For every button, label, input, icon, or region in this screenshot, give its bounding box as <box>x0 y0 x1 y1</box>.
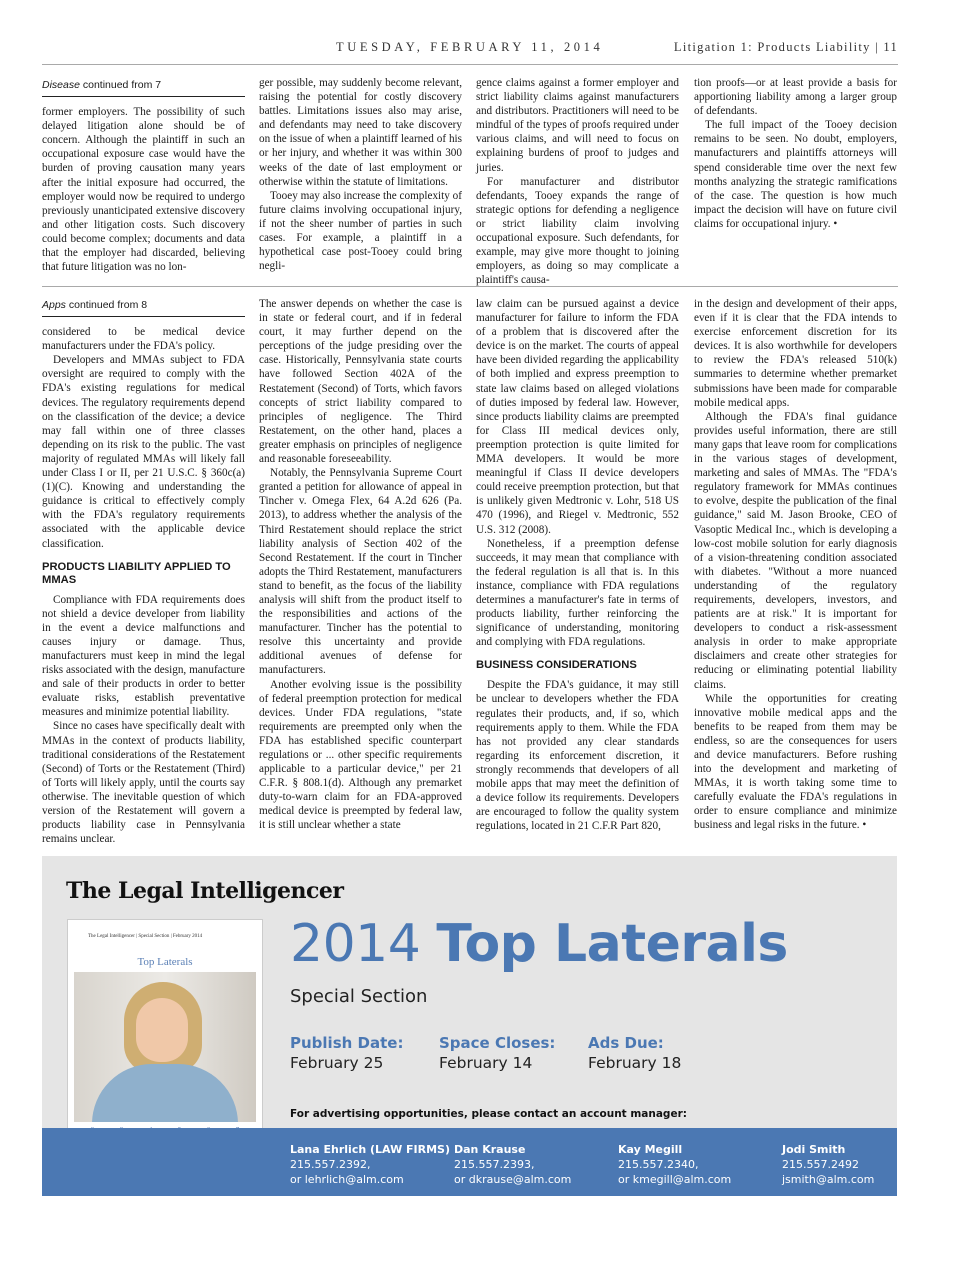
paragraph: ger possible, may suddenly become relevant, raising the potential for costly discovery battles. Limitations issues also may arise, and defendants may need to take discovery on the issue of when a plaintiff learned of his or her injury, and whether it was within 300 weeks of the date of last employment or otherwise within the statute of limitations. <box>259 77 462 188</box>
header-rule <box>42 64 898 65</box>
manager-jodi-smith: Jodi Smith 215.557.2492 jsmith@alm.com <box>782 1142 897 1187</box>
cover-photo <box>74 972 256 1122</box>
cover-title: Top Laterals <box>137 956 193 968</box>
paragraph: Tooey may also increase the complexity of future claims involving occupational injury, if not the sheer number of parties in such cases. For example, a plaintiff in a hypothetical case post-Tooey could bring negli- <box>259 189 462 273</box>
paragraph: The answer depends on whether the case is in state or federal court, and if in federal court, it may further depend on the perceptions of the judge presiding over the case. Historically, Pennsylvania state courts have followed Section 402A of the Restatement (Second) of Torts, which favors concepts of strict liability compared to principles of negligence. The Third Restatement, on the other hand, places a greater emphasis on principles of negligence and reasonable foreseeability. <box>259 298 462 466</box>
manager-kay-megill: Kay Megill 215.557.2340, or kmegill@alm.com <box>618 1142 782 1187</box>
paragraph: Nonetheless, if a preemption defense succeeds, it may mean that compliance with the federal regulation is all that is. In this instance, compliance with FDA regulations determines a manufacturer's fate in terms of products liability, further reinforcing the significance of understanding, monitoring and complying with FDA regulations. <box>476 537 679 649</box>
paragraph: Compliance with FDA requirements does not shield a device developer from liability in the event a device malfunctions and causes injury or damage. Thus, manufacturers must keep in mind the legal risks associated with the design, manufacture and sale of their products in order to better evaluate risks, establish preventative measures and minimize potential liability. <box>42 593 245 719</box>
manager-lana-ehrlich: Lana Ehrlich (LAW FIRMS) 215.557.2392, or lehrlich@alm.com <box>290 1142 454 1187</box>
email-link[interactable]: or lehrlich@alm.com <box>290 1173 404 1186</box>
paragraph: For manufacturer and distributor defendants, Tooey expands the range of strategic options for defending a negligence or strict liability claim involving occupational exposure. Such defendants, for example, may give more thought to joining employers, as doing so may complicate a plaintiff's causa- <box>476 175 679 287</box>
subhead: BUSINESS CONSIDERATIONS <box>476 659 637 672</box>
ad-dates <box>290 1034 737 1072</box>
paragraph: Although the FDA's final guidance provides useful information, there are still many gaps that leave room for complications in the various stages of development, marketing and sales of MMAs. The "FDA's regulatory framework for MMAs continues to evolve, despite the publication of the final guidance," said M. Jason Brooke, CEO of Vasoptic Medical Inc., which is developing a low-cost mobile solution for early diagnosis of a vision-threatening condition associated with diabetes. "Without a more nuanced understanding of the regulatory requirements, developers, investors, and patients are at risk." It is important for developers to conduct a risk-assessment analysis in order to make appropriate disclaimers and create other strategies for reducing or eliminating potential liability claims. <box>694 410 897 691</box>
advertisement <box>42 856 897 1196</box>
space-closes-date: Space Closes: February 14 <box>439 1034 556 1072</box>
article2-col1 <box>42 298 245 846</box>
article2-col4 <box>694 297 897 833</box>
section-folio: Litigation 1: Products Liability | 11 <box>673 40 898 54</box>
paragraph: Developers and MMAs subject to FDA oversight are required to comply with the FDA's existing regulations for medical devices. The regulatory requirements depend on the classification of the device; a device may fall within one of three classes depending on its risk to the public. The vast majority of regulated MMAs will likely fall under Class I or II, per 21 U.S.C. § 360c(a)(1)(C). Knowing and understanding the guidance is critical to effectively comply with the FDA's regulatory requirements associated with the applicable device classification. <box>42 354 245 550</box>
article1-col2 <box>259 76 462 273</box>
ad-title: 2014 Top Laterals <box>290 914 788 974</box>
continued-tag: Apps continued from 8 <box>42 298 245 317</box>
article2-col2 <box>259 297 462 833</box>
paragraph: tion proofs—or at least provide a basis for apportioning liability among a larger group of defendants. <box>694 77 897 118</box>
paragraph: former employers. The possibility of such delayed litigation alone should be of concern. Although the plaintiff in such an occupational exposure case would have the burden of proving causation many years after the initial exposure had occurred, the employer would now be required to undergo previously unanticipated extensive discovery and other litigation costs. Such discovery could become complex; documents and data that the employer had discarded, believing that future litigation was no lon- <box>42 106 245 274</box>
article1-col1 <box>42 78 245 274</box>
contact-line: For advertising opportunities, please contact an account manager: <box>290 1108 687 1120</box>
email-link[interactable]: jsmith@alm.com <box>782 1173 875 1186</box>
article-divider <box>42 286 898 287</box>
article2-col3 <box>476 297 679 833</box>
subhead: PRODUCTS LIABILITY APPLIED TO MMAS <box>42 560 231 586</box>
paragraph: Another evolving issue is the possibility of federal preemption protection for medical devices. Under FDA regulations, "state requirements are preempted only when the FDA has established specific counterpart regulations or ... other specific requirements applicable to a particular device," per 21 C.F.R. § 808.1(d). Although any premarket duty-to-warn claim for an FDA-approved medical device is preempted by federal law, it is still unclear whether a state <box>259 678 462 832</box>
paragraph: Notably, the Pennsylvania Supreme Court granted a petition for allowance of appeal in Tincher v. Omega Flex, 64 A.2d 626 (Pa. 2013), to address whether the analysis of the Third Restatement should replace the strict liability analysis of Section 402 of the Second Restatement. If the court in Tincher adopts the Third Restatement, manufacturers stand to benefit, as the focus of the liability analysis will shift from the product itself to the responsibilities and actions of the manufacturer. Tincher has the potential to resolve this uncertainty and provide additional avenues of defense for manufacturers. <box>259 467 462 677</box>
issue-date: TUESDAY, FEBRUARY 11, 2014 <box>336 40 604 54</box>
paragraph: Since no cases have specifically dealt with MMAs in the context of products liability, traditional considerations of the Restatement (Second) of Torts or the Restatement (Third) of Torts will likely apply, until the courts say otherwise. The inevitable question of which version of the Restatement will govern a products liability case in Pennsylvania remains unclear. <box>42 720 245 846</box>
paragraph: in the design and development of their apps, even if it is clear that the FDA intends to exercise enforcement discretion for its devices. It is also worthwhile for developers to review the FDA's released 510(k) summaries to determine whether premarket submissions have been made for comparable mobile medical apps. <box>694 298 897 409</box>
page-header <box>42 40 898 60</box>
email-link[interactable]: or dkrause@alm.com <box>454 1173 572 1186</box>
paragraph: considered to be medical device manufacturers under the FDA's policy. <box>42 326 245 353</box>
paragraph: Despite the FDA's guidance, it may still be unclear to developers whether the FDA regulates their products, and, if so, which requirements apply to them. While the FDA has not provided any clear standards regarding its enforcement discretion, it strongly recommends that developers of all mobile apps that may meet the definition of a device follow its requirements. Developers are encouraged to follow the quality system regulations, located in 21 C.F.R Part 820, <box>476 679 679 833</box>
ad-subtitle: Special Section <box>290 986 428 1007</box>
paragraph: While the opportunities for creating innovative mobile medical apps and the benefits to be reaped from them may be endless, so are the consequences for users and device manufacturers. Before rushing into the development and marketing of MMAs, it is worth taking some time to carefully evaluate the FDA's regulations in order to ensure compliance and minimize business and legal risks in the future. • <box>694 692 897 832</box>
paragraph: The full impact of the Tooey decision remains to be seen. No doubt, employers, manufacturers and plaintiffs attorneys will spend considerable time over the next few months analyzing the strategic ramifications of the case. The question is how much impact the decision will have on future civil claims for occupational injury. • <box>694 119 897 230</box>
manager-dan-krause: Dan Krause 215.557.2393, or dkrause@alm.com <box>454 1142 618 1187</box>
account-managers <box>290 1142 897 1187</box>
paragraph: gence claims against a former employer and strict liability claims against manufacturers and distributors. Practitioners will need to be mindful of the types of proofs required under various claims, and will need to focus on explaining burdens of proof to judges and juries. <box>476 77 679 174</box>
article1-col4 <box>694 76 897 231</box>
email-link[interactable]: or kmegill@alm.com <box>618 1173 732 1186</box>
publish-date: Publish Date: February 25 <box>290 1034 404 1072</box>
continued-tag: Disease continued from 7 <box>42 78 245 97</box>
publication-logo: The Legal Intelligencer <box>66 878 344 904</box>
paragraph: law claim can be pursued against a device manufacturer for failure to inform the FDA of a problem that is discovered after the device is on the market. The courts of appeal have been divided regarding the applicability of both implied and express preemption to state law claims based on alleged violations of duties imposed by federal law. However, since products liability claims are preempted for Class III medical devices only, preemption protection is quite limited for MMA developers. It would be more meaningful if Class II device developers could receive preemption protection, but that is unlikely given Medtronic v. Lohr, 518 US 470 (1996), and Riegel v. Medtronic, 552 U.S. 312 (2008). <box>476 298 679 536</box>
ads-due-date: Ads Due: February 18 <box>588 1034 682 1072</box>
article1-col3 <box>476 76 679 287</box>
magazine-cover <box>68 920 262 1156</box>
cover-masthead: The Legal Intelligencer | Special Section | February 2014 <box>88 934 203 939</box>
